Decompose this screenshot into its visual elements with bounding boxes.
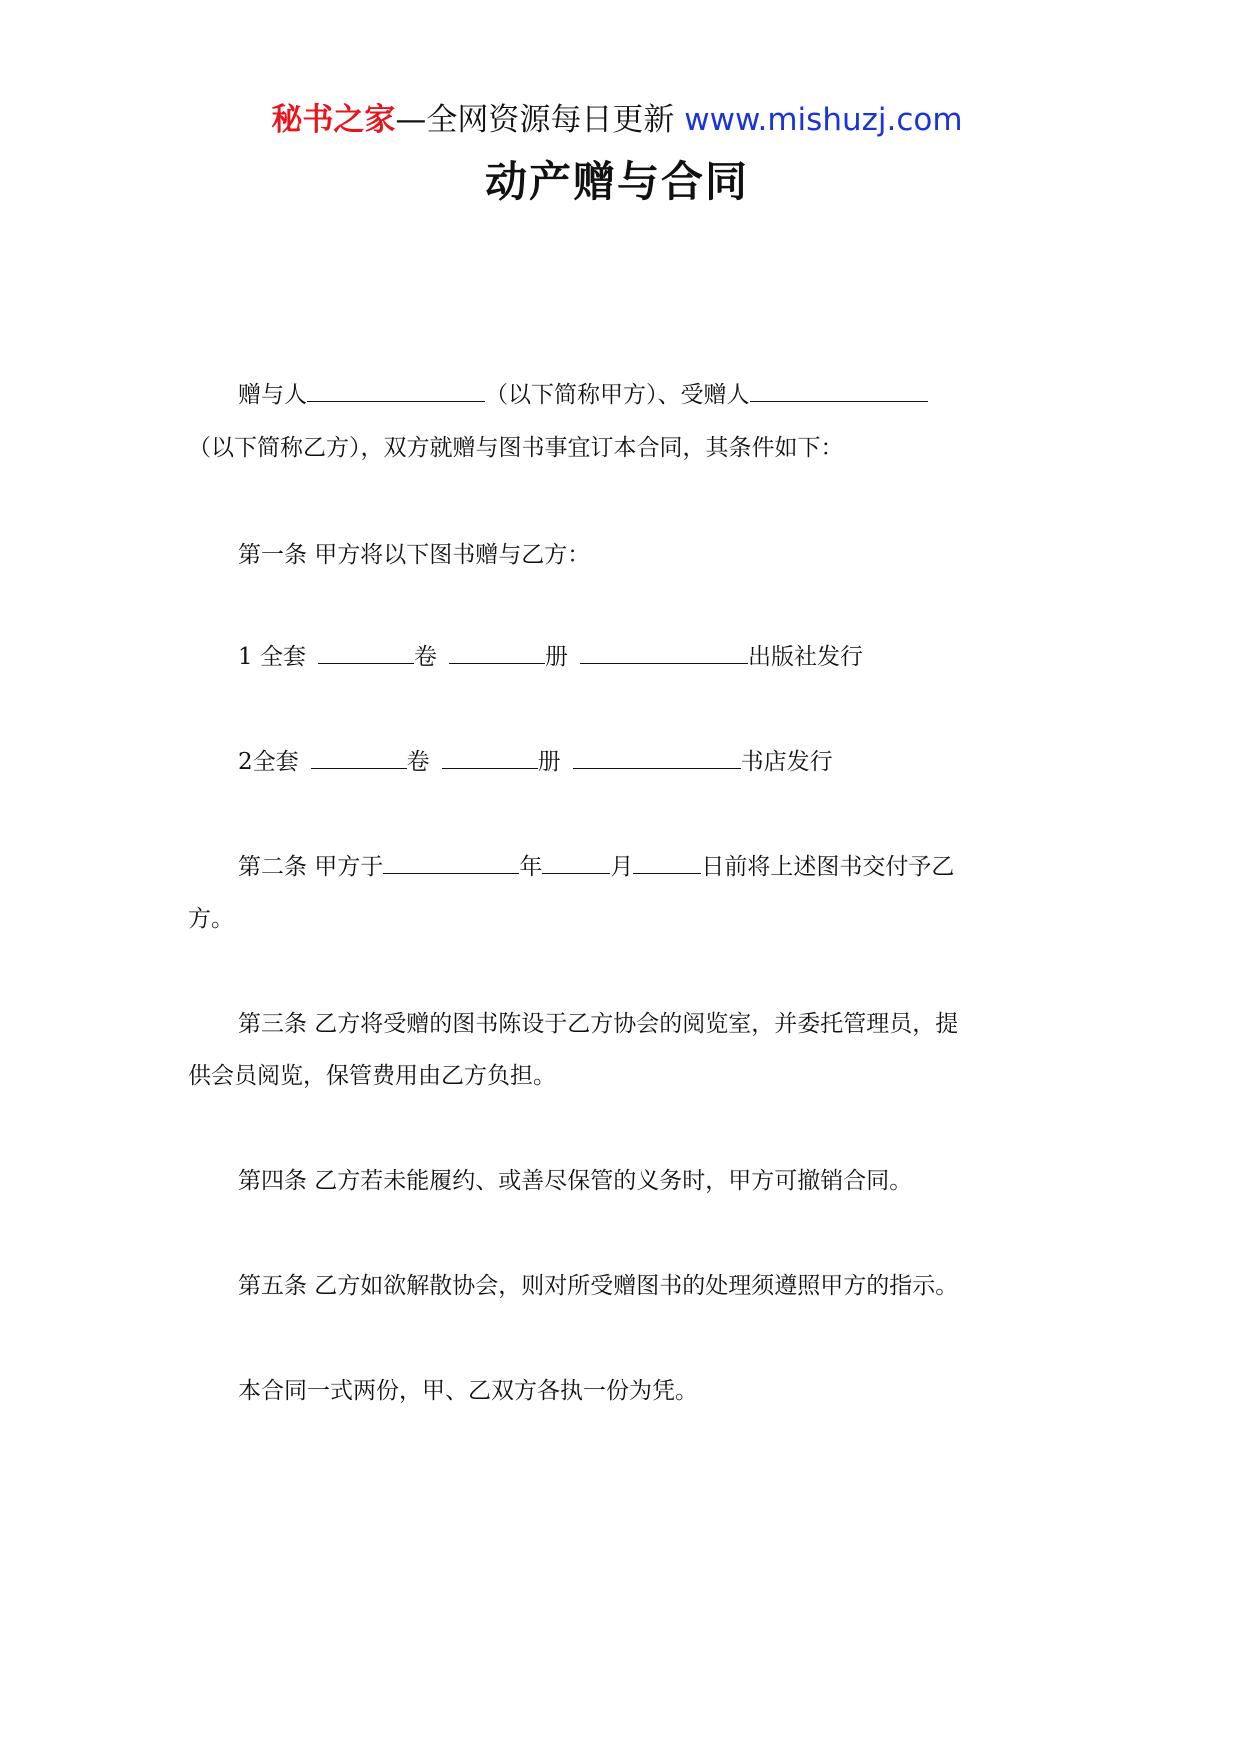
- art2-year-blank: [383, 851, 519, 874]
- site-slogan: —全网资源每日更新: [395, 102, 675, 138]
- article-2: [238, 851, 954, 883]
- item1-publisher-blank: [580, 641, 748, 664]
- article-1: 第一条 甲方将以下图书赠与乙方：: [238, 542, 591, 568]
- brand-name: 秘书之家: [271, 102, 396, 138]
- item2-store-blank: [573, 746, 741, 769]
- art2-start: 第二条 甲方于: [238, 854, 384, 880]
- item1-suffix: 出版社发行: [747, 644, 863, 670]
- recipient-label: （以下简称甲方）、受赠人: [485, 382, 750, 408]
- donor-blank: [307, 379, 485, 402]
- article-3: 第三条 乙方将受赠的图书陈设于乙方协会的阅览室，并委托管理员，提: [238, 1011, 959, 1037]
- item1-prefix: 1 全套: [238, 644, 306, 670]
- recipient-blank: [750, 379, 928, 402]
- intro-line-1: [238, 379, 928, 411]
- item2-suffix: 书店发行: [740, 749, 833, 775]
- article-4: 第四条 乙方若未能履约、或善尽保管的义务时，甲方可撤销合同。: [238, 1168, 913, 1194]
- book-item-2: [238, 746, 833, 778]
- item1-ce: 册: [544, 644, 568, 670]
- art2-year: 年: [519, 854, 543, 880]
- book-item-1: [238, 641, 863, 673]
- item1-book-blank: [449, 641, 545, 664]
- art2-month: 月: [610, 854, 634, 880]
- item1-volume-blank: [318, 641, 414, 664]
- item2-ce: 册: [537, 749, 561, 775]
- item1-juan: 卷: [413, 644, 437, 670]
- art2-day-blank: [633, 851, 701, 874]
- document-title: 动产赠与合同: [484, 157, 749, 206]
- article-5: 第五条 乙方如欲解散协会，则对所受赠图书的处理须遵照甲方的指示。: [238, 1273, 959, 1299]
- item2-juan: 卷: [406, 749, 430, 775]
- article-2-cont: 方。: [188, 906, 234, 932]
- item2-volume-blank: [311, 746, 407, 769]
- closing-clause: 本合同一式两份，甲、乙双方各执一份为凭。: [238, 1378, 698, 1404]
- site-header: [0, 100, 1234, 140]
- art2-end: 日前将上述图书交付予乙: [701, 854, 955, 880]
- article-3-cont: 供会员阅览，保管费用由乙方负担。: [188, 1063, 556, 1089]
- intro-line-2: （以下简称乙方），双方就赠与图书事宜订本合同，其条件如下：: [188, 435, 844, 461]
- item2-book-blank: [442, 746, 538, 769]
- donor-label: 赠与人: [238, 382, 307, 408]
- item2-prefix: 2全套: [238, 749, 299, 775]
- art2-month-blank: [542, 851, 610, 874]
- site-url-link[interactable]: www.mishuzj.com: [684, 102, 963, 138]
